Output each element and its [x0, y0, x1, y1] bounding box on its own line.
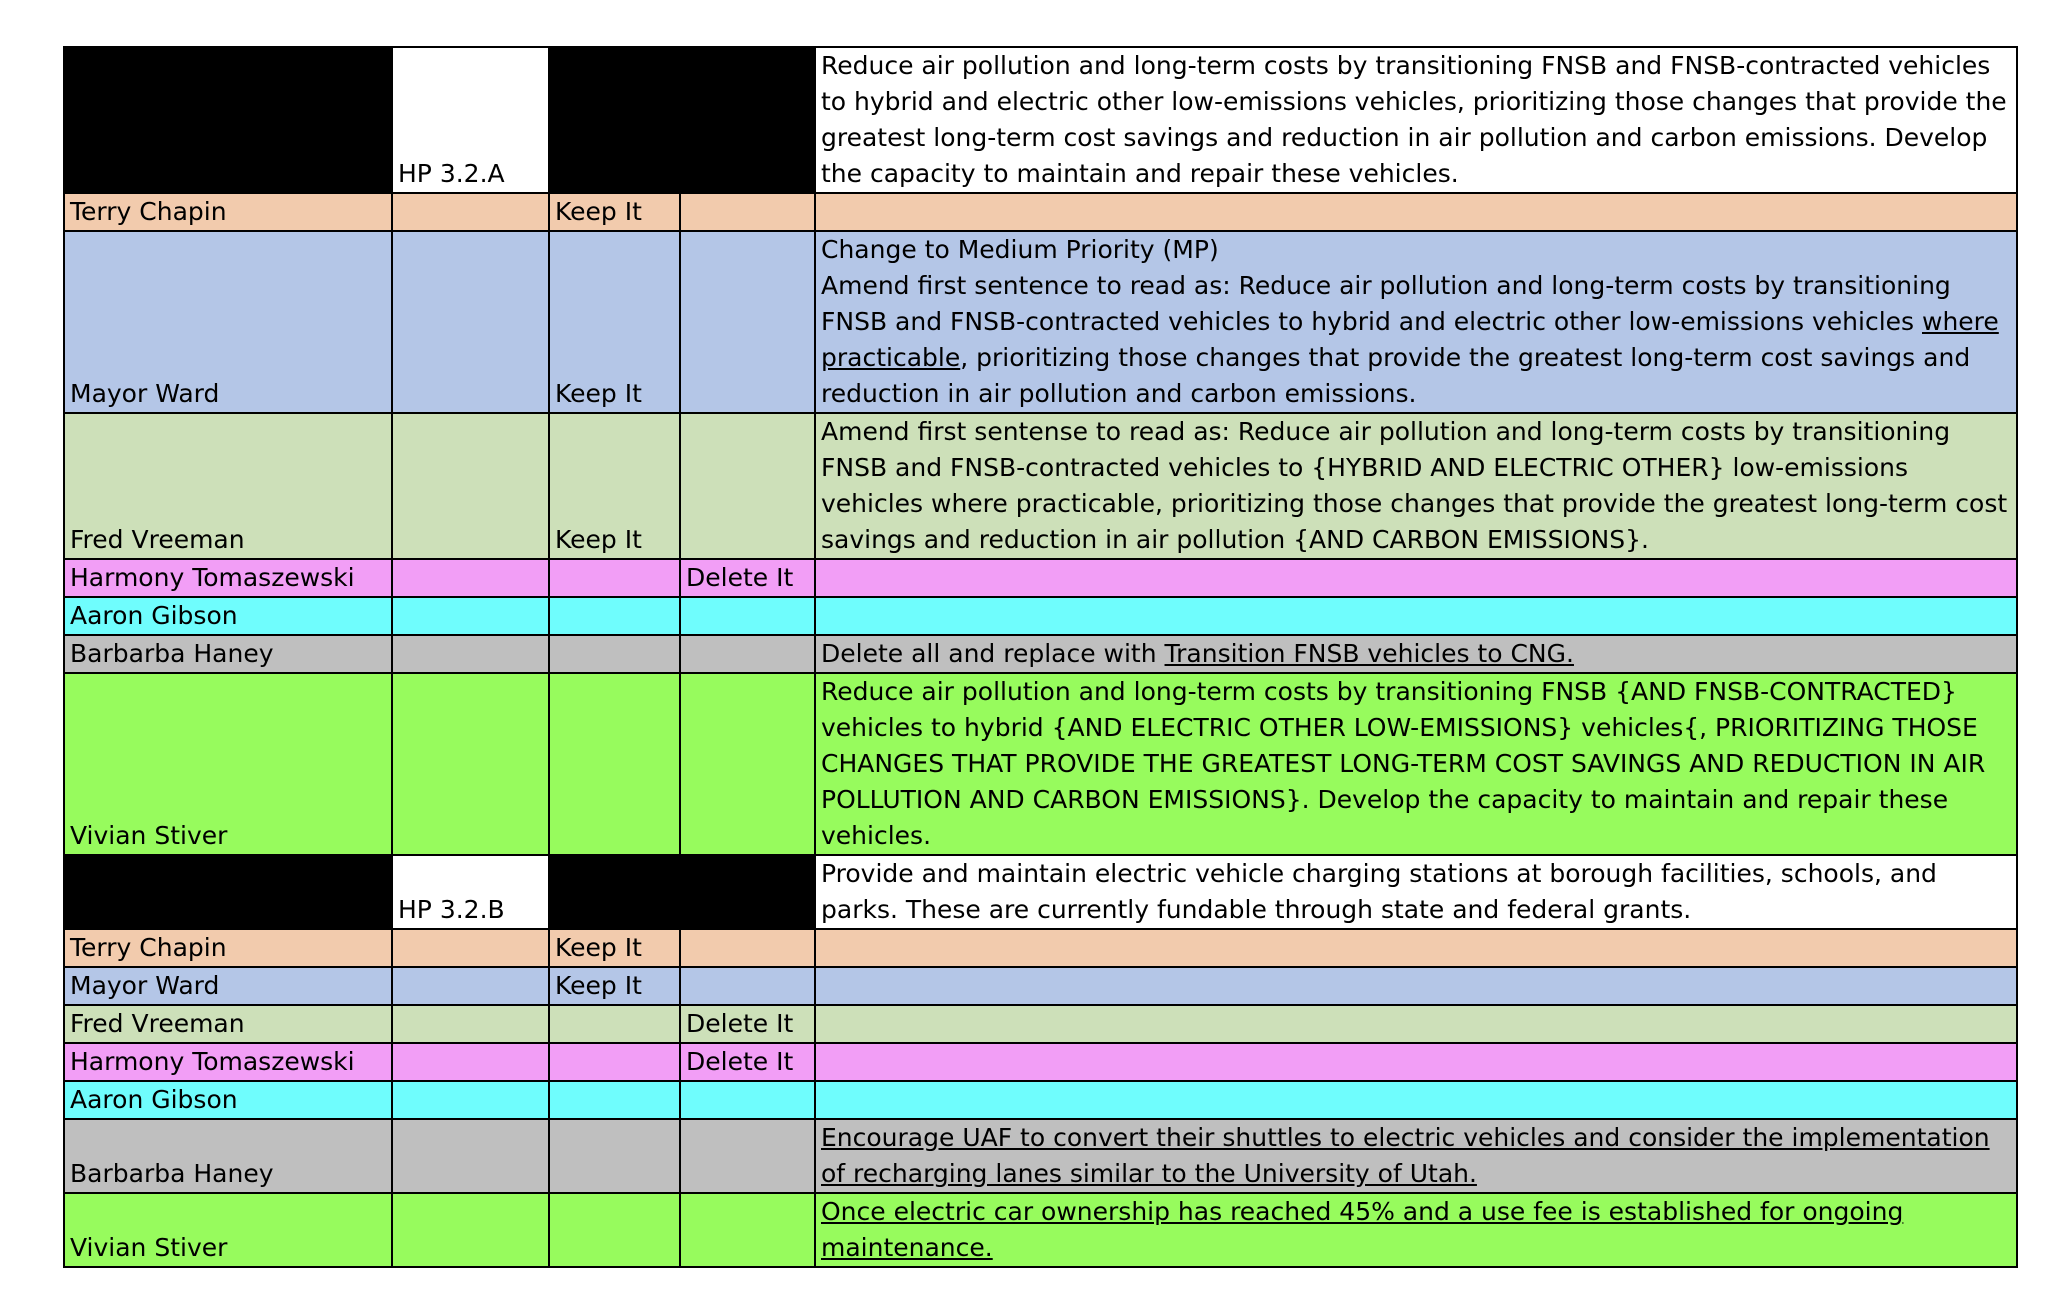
policy-text: Reduce air pollution and long-term costs by transitioning FNSB and FNSB-contracted vehicles to hybrid and electric other low-emissions vehicles, prioritizing those changes that provide the greatest long-term cost savings and reduction in air pollution and carbon emissions. Develop the capacity to maintain and repair these vehicles.	[815, 47, 2017, 193]
empty-cell	[392, 1193, 549, 1267]
reviewer-row	[64, 597, 2017, 635]
empty-cell	[392, 1005, 549, 1043]
reviewer-name: Barbarba Haney	[64, 1119, 392, 1193]
reviewer-name: Fred Vreeman	[64, 1005, 392, 1043]
keep-vote	[549, 1081, 680, 1119]
reviewer-row	[64, 1119, 2017, 1193]
reviewer-name: Mayor Ward	[64, 967, 392, 1005]
policy-header-row	[64, 855, 2017, 929]
underlined-comment-text: Transition FNSB vehicles to CNG.	[1164, 639, 1574, 668]
delete-vote	[680, 1119, 815, 1193]
policy-review-table	[63, 46, 2018, 1268]
reviewer-row	[64, 635, 2017, 673]
delete-vote	[680, 413, 815, 559]
reviewer-row	[64, 967, 2017, 1005]
delete-vote	[680, 967, 815, 1005]
reviewer-row	[64, 1043, 2017, 1081]
header-black-cell	[549, 47, 815, 193]
keep-vote: Keep It	[549, 967, 680, 1005]
delete-vote	[680, 1193, 815, 1267]
header-black-cell	[549, 855, 815, 929]
keep-vote: Keep It	[549, 193, 680, 231]
comment-text: Delete all and replace with	[821, 639, 1165, 668]
policy-id: HP 3.2.A	[392, 47, 549, 193]
keep-vote: Keep It	[549, 929, 680, 967]
reviewer-row	[64, 413, 2017, 559]
keep-vote	[549, 1119, 680, 1193]
header-black-cell	[64, 855, 392, 929]
reviewer-row	[64, 559, 2017, 597]
delete-vote: Delete It	[680, 1043, 815, 1081]
keep-vote	[549, 635, 680, 673]
delete-vote	[680, 673, 815, 855]
policy-review-table-body	[64, 47, 2017, 1267]
comment-text: Change to Medium Priority (MP)	[821, 235, 1219, 264]
delete-vote	[680, 597, 815, 635]
reviewer-comment	[815, 1193, 2017, 1267]
delete-vote	[680, 231, 815, 413]
keep-vote	[549, 559, 680, 597]
empty-cell	[392, 635, 549, 673]
reviewer-name: Harmony Tomaszewski	[64, 1043, 392, 1081]
reviewer-name: Aaron Gibson	[64, 597, 392, 635]
reviewer-name: Vivian Stiver	[64, 673, 392, 855]
reviewer-name: Terry Chapin	[64, 193, 392, 231]
reviewer-row	[64, 673, 2017, 855]
reviewer-row	[64, 1081, 2017, 1119]
reviewer-comment	[815, 1005, 2017, 1043]
reviewer-name: Vivian Stiver	[64, 1193, 392, 1267]
reviewer-comment	[815, 635, 2017, 673]
reviewer-comment	[815, 1043, 2017, 1081]
comment-text: Amend first sentense to read as: Reduce air pollution and long-term costs by transitioning FNSB and FNSB-contracted vehicles to {HYBRID AND ELECTRIC OTHER} low-emissions vehicles where practicable, prioritizing those changes that provide the greatest long-term cost savings and reduction in air pollution {AND CARBON EMISSIONS}.	[821, 417, 2008, 554]
policy-header-row	[64, 47, 2017, 193]
comment-text: , prioritizing those changes that provide the greatest long-term cost savings and reduction in air pollution and carbon emissions.	[821, 343, 1971, 408]
comment-text: Reduce air pollution and long-term costs by transitioning FNSB {AND FNSB-CONTRACTED} vehicles to hybrid {AND ELECTRIC OTHER LOW-EMISSIONS} vehicles{, PRIORITIZING THOSE CHANGES THAT PROVIDE THE GREATEST LONG-TERM COST SAVINGS AND REDUCTION IN AIR POLLUTION AND CARBON EMISSIONS}. Develop the capacity to maintain and repair these vehicles.	[821, 677, 1986, 850]
reviewer-comment	[815, 1081, 2017, 1119]
policy-id: HP 3.2.B	[392, 855, 549, 929]
reviewer-comment	[815, 1119, 2017, 1193]
reviewer-row	[64, 929, 2017, 967]
empty-cell	[392, 967, 549, 1005]
empty-cell	[392, 1043, 549, 1081]
reviewer-comment	[815, 673, 2017, 855]
keep-vote: Keep It	[549, 231, 680, 413]
empty-cell	[392, 673, 549, 855]
keep-vote	[549, 597, 680, 635]
comment-text: Amend first sentence to read as: Reduce air pollution and long-term costs by transitioning FNSB and FNSB-contracted vehicles to hybrid and electric other low-emissions vehicles	[821, 271, 1951, 336]
reviewer-row	[64, 231, 2017, 413]
empty-cell	[392, 929, 549, 967]
empty-cell	[392, 597, 549, 635]
empty-cell	[392, 193, 549, 231]
reviewer-row	[64, 1193, 2017, 1267]
reviewer-row	[64, 1005, 2017, 1043]
reviewer-comment	[815, 967, 2017, 1005]
underlined-comment-text: Once electric car ownership has reached 45% and a use fee is established for ongoing maintenance.	[821, 1197, 1904, 1262]
delete-vote	[680, 1081, 815, 1119]
reviewer-name: Mayor Ward	[64, 231, 392, 413]
keep-vote	[549, 1193, 680, 1267]
empty-cell	[392, 559, 549, 597]
underlined-comment-text: Encourage UAF to convert their shuttles to electric vehicles and consider the implementation of recharging lanes similar to the University of Utah.	[821, 1123, 1990, 1188]
keep-vote: Keep It	[549, 413, 680, 559]
reviewer-comment	[815, 559, 2017, 597]
empty-cell	[392, 231, 549, 413]
reviewer-row	[64, 193, 2017, 231]
reviewer-comment	[815, 597, 2017, 635]
empty-cell	[392, 1081, 549, 1119]
reviewer-comment	[815, 231, 2017, 413]
reviewer-name: Fred Vreeman	[64, 413, 392, 559]
reviewer-name: Terry Chapin	[64, 929, 392, 967]
reviewer-comment	[815, 929, 2017, 967]
underlined-comment-text: where practicable	[821, 307, 1999, 372]
delete-vote: Delete It	[680, 1005, 815, 1043]
empty-cell	[392, 413, 549, 559]
policy-text: Provide and maintain electric vehicle charging stations at borough facilities, schools, and parks. These are currently fundable through state and federal grants.	[815, 855, 2017, 929]
reviewer-name: Aaron Gibson	[64, 1081, 392, 1119]
delete-vote	[680, 193, 815, 231]
keep-vote	[549, 1005, 680, 1043]
header-black-cell	[64, 47, 392, 193]
reviewer-name: Harmony Tomaszewski	[64, 559, 392, 597]
keep-vote	[549, 1043, 680, 1081]
reviewer-comment	[815, 193, 2017, 231]
reviewer-name: Barbarba Haney	[64, 635, 392, 673]
delete-vote	[680, 929, 815, 967]
keep-vote	[549, 673, 680, 855]
reviewer-comment	[815, 413, 2017, 559]
delete-vote: Delete It	[680, 559, 815, 597]
empty-cell	[392, 1119, 549, 1193]
delete-vote	[680, 635, 815, 673]
